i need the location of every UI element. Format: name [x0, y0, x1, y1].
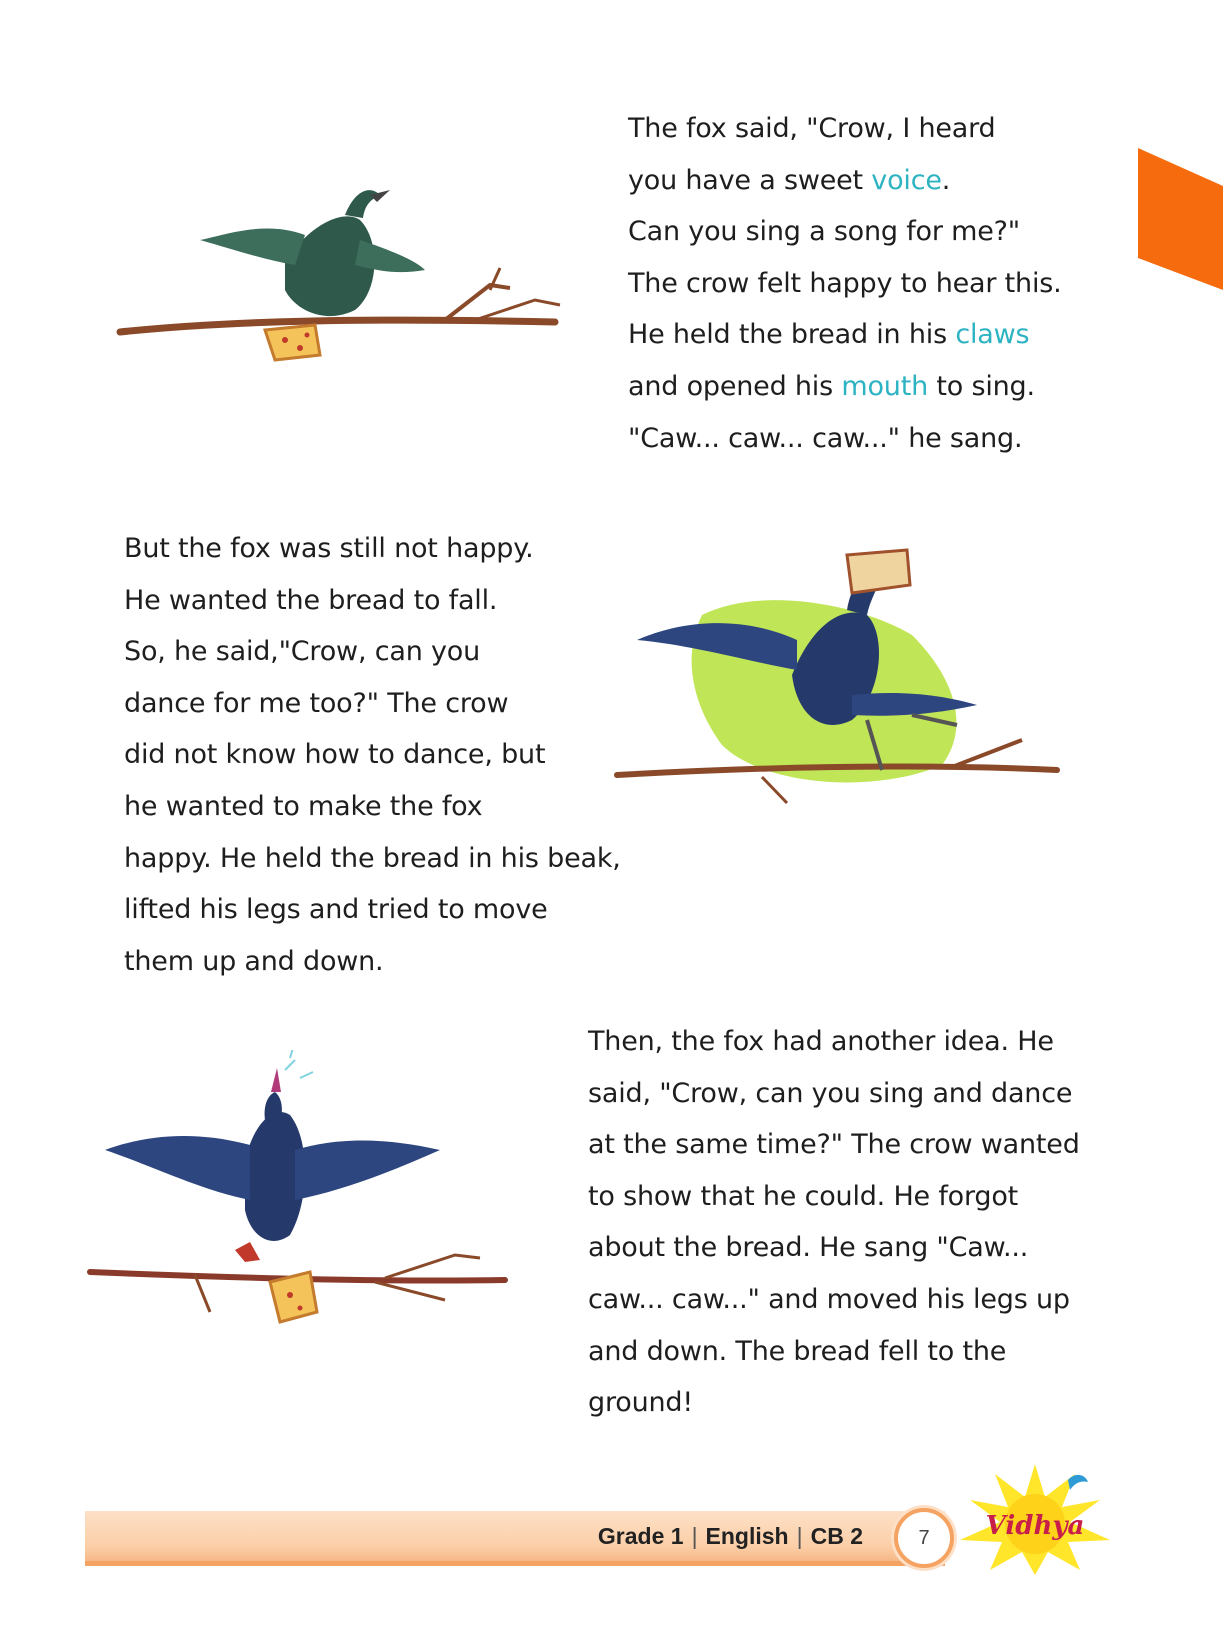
footer-separator: |	[796, 1523, 803, 1549]
text-line: lifted his legs and tried to move	[124, 894, 548, 926]
text-line	[628, 309, 1062, 361]
crow-on-branch-illustration	[115, 180, 575, 385]
text-line: Can you sing a song for me?"	[628, 216, 1021, 248]
footer-book: CB 2	[810, 1523, 863, 1549]
text-line	[628, 361, 1062, 413]
text-line: said, "Crow, can you sing and dance	[588, 1077, 1073, 1109]
text-fragment: and opened his	[628, 370, 842, 402]
text-line: So, he said,"Crow, can you	[124, 636, 481, 668]
text-line: He wanted the bread to fall.	[124, 584, 498, 616]
text-line	[628, 155, 1062, 207]
orange-side-tab	[1138, 148, 1223, 290]
text-line: caw... caw..." and moved his legs up	[588, 1283, 1070, 1315]
keyword-mouth: mouth	[841, 370, 928, 402]
footer-label	[598, 1512, 863, 1560]
vidhya-logo	[950, 1462, 1120, 1577]
footer-grade: Grade 1	[597, 1523, 684, 1549]
text-line: happy. He held the bread in his beak,	[124, 842, 621, 874]
text-line: he wanted to make the fox	[124, 790, 483, 822]
text-line: and down. The bread fell to the	[588, 1335, 1007, 1367]
text-line: dance for me too?" The crow	[124, 687, 509, 719]
story-paragraph-2	[124, 523, 621, 987]
keyword-voice: voice	[871, 164, 942, 196]
text-fragment: to sing.	[928, 370, 1035, 402]
text-line: The crow felt happy to hear this.	[628, 267, 1062, 299]
text-line: about the bread. He sang "Caw...	[588, 1232, 1029, 1264]
page-number: 7	[894, 1508, 954, 1568]
text-line: But the fox was still not happy.	[124, 533, 534, 564]
text-fragment: .	[941, 164, 951, 196]
text-fragment: you have a sweet	[628, 164, 872, 196]
text-line: them up and down.	[124, 945, 384, 977]
footer-separator: |	[691, 1523, 698, 1549]
text-fragment: He held the bread in his	[628, 319, 956, 351]
footer-subject: English	[705, 1523, 789, 1549]
text-line: at the same time?" The crow wanted	[588, 1129, 1080, 1161]
text-line: to show that he could. He forgot	[588, 1180, 1019, 1212]
keyword-claws: claws	[955, 319, 1030, 351]
logo-text: Vidhya	[985, 1511, 1085, 1541]
text-line: The fox said, "Crow, I heard	[628, 113, 996, 144]
crow-dancing-illustration	[612, 545, 1072, 815]
text-line: Then, the fox had another idea. He	[588, 1026, 1054, 1057]
story-paragraph-1	[628, 103, 1062, 464]
text-line: did not know how to dance, but	[124, 739, 546, 771]
text-line: "Caw... caw... caw..." he sang.	[628, 422, 1023, 454]
story-paragraph-3	[588, 1016, 1080, 1429]
text-line: ground!	[588, 1387, 693, 1419]
crow-singing-bread-falling-illustration	[85, 1050, 515, 1335]
